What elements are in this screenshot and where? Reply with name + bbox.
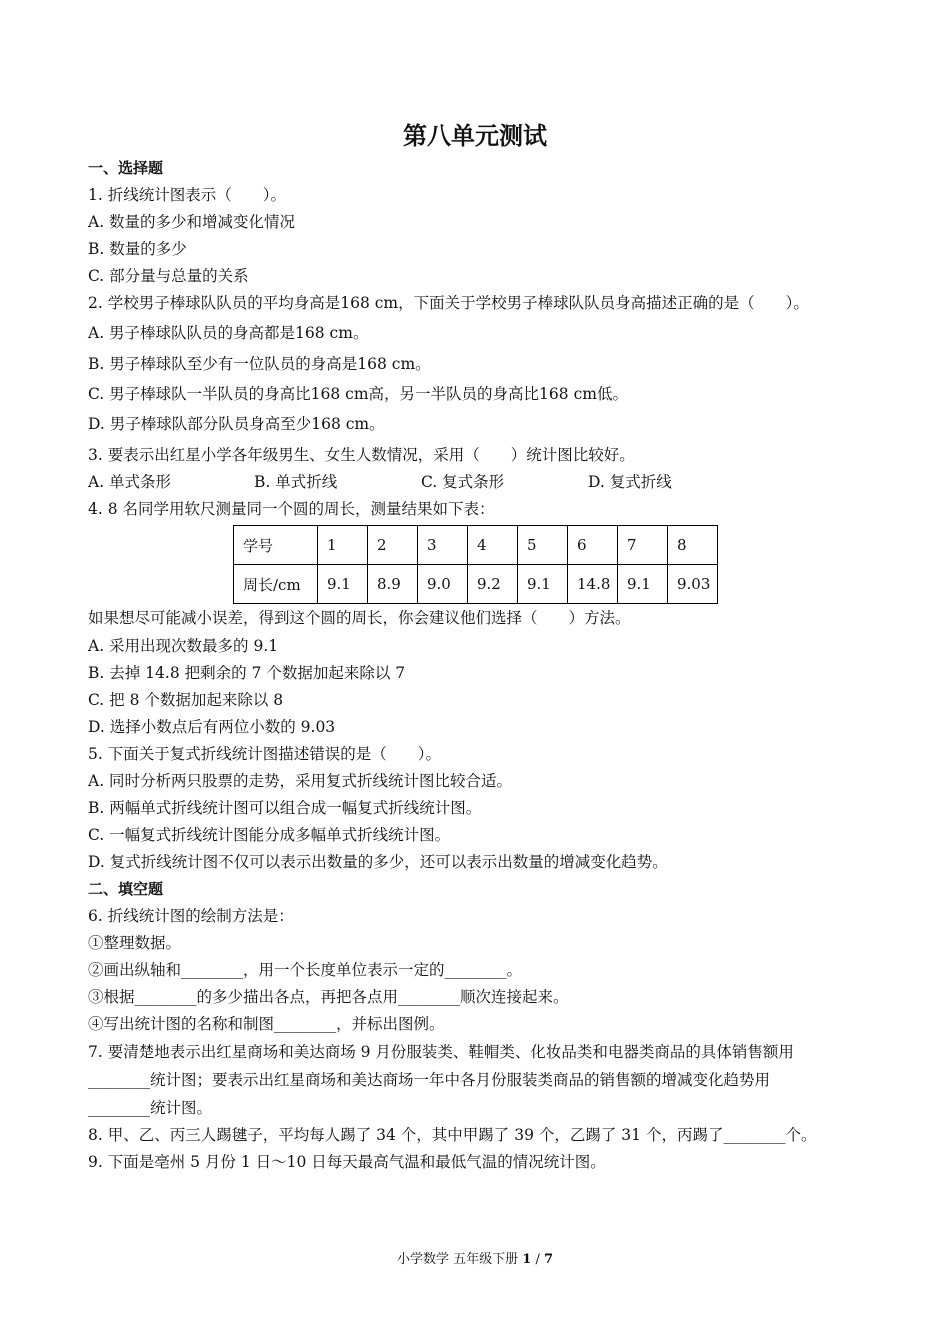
- table-cell: 9.0: [418, 565, 468, 604]
- footer-separator: /: [531, 1252, 544, 1267]
- question-6-step-3: ③根据________的多少描出各点，再把各点用________顺次连接起来。: [88, 988, 569, 1006]
- question-4-follow-up: 如果想尽可能减小误差，得到这个圆的周长，你会建议他们选择（ ）方法。: [88, 609, 631, 627]
- question-5-stem: 5. 下面关于复式折线统计图描述错误的是（ ）。: [88, 745, 441, 763]
- table-row: [234, 526, 718, 565]
- question-3-option-c: C. 复式条形: [421, 473, 505, 491]
- question-4-stem: 4. 8 名同学用软尺测量同一个圆的周长，测量结果如下表：: [88, 500, 495, 518]
- table-cell: 7: [618, 526, 668, 565]
- table-cell: 9.1: [518, 565, 568, 604]
- question-6-stem: 6. 折线统计图的绘制方法是：: [88, 907, 294, 925]
- question-3-option-b: B. 单式折线: [254, 473, 338, 491]
- table-cell: 4: [468, 526, 518, 565]
- question-4-option-a: A. 采用出现次数最多的 9.1: [88, 637, 279, 655]
- table-cell: 2: [368, 526, 418, 565]
- question-1-stem: 1. 折线统计图表示（ ）。: [88, 186, 286, 204]
- question-5-option-b: B. 两幅单式折线统计图可以组合成一幅复式折线统计图。: [88, 799, 482, 817]
- question-6-step-2: ②画出纵轴和________，用一个长度单位表示一定的________。: [88, 961, 523, 979]
- table-cell: 9.03: [668, 565, 718, 604]
- question-9-stem: 9. 下面是亳州 5 月份 1 日～10 日每天最高气温和最低气温的情况统计图。: [88, 1153, 606, 1171]
- question-3-option-d: D. 复式折线: [588, 473, 672, 491]
- question-3-stem: 3. 要表示出红星小学各年级男生、女生人数情况，采用（ ）统计图比较好。: [88, 446, 635, 464]
- table-cell: 8.9: [368, 565, 418, 604]
- question-4-option-c: C. 把 8 个数据加起来除以 8: [88, 691, 284, 709]
- question-8-stem: 8. 甲、乙、丙三人踢毽子，平均每人踢了 34 个，其中甲踢了 39 个，乙踢了 31 个，丙踢了________个。: [88, 1126, 817, 1144]
- question-1-option-c: C. 部分量与总量的关系: [88, 267, 249, 285]
- question-1-option-a: A. 数量的多少和增减变化情况: [88, 213, 296, 231]
- section-heading-fill-in: 二、填空题: [88, 880, 164, 898]
- question-1-option-b: B. 数量的多少: [88, 240, 187, 258]
- question-5-option-d: D. 复式折线统计图不仅可以表示出数量的多少，还可以表示出数量的增减变化趋势。: [88, 853, 668, 871]
- question-5-option-a: A. 同时分析两只股票的走势，采用复式折线统计图比较合适。: [88, 772, 513, 790]
- measurement-table: [233, 525, 718, 604]
- question-2-option-c: C. 男子棒球队一半队员的身高比168 cm高，另一半队员的身高比168 cm低。: [88, 385, 628, 403]
- table-cell: 3: [418, 526, 468, 565]
- question-7-line-1: 7. 要清楚地表示出红星商场和美达商场 9 月份服装类、鞋帽类、化妆品类和电器类商品的具体销售额用: [88, 1043, 794, 1061]
- table-cell: 9.2: [468, 565, 518, 604]
- question-3-option-a: A. 单式条形: [88, 473, 172, 491]
- table-cell: 1: [318, 526, 368, 565]
- question-5-option-c: C. 一幅复式折线统计图能分成多幅单式折线统计图。: [88, 826, 451, 844]
- question-4-option-b: B. 去掉 14.8 把剩余的 7 个数据加起来除以 7: [88, 664, 406, 682]
- table-header-cell: 周长/cm: [234, 565, 318, 604]
- footer-label: 小学数学 五年级下册: [396, 1252, 519, 1267]
- question-6-step-4: ④写出统计图的名称和制图________，并标出图例。: [88, 1015, 445, 1033]
- question-4-option-d: D. 选择小数点后有两位小数的 9.03: [88, 718, 336, 736]
- page-title: 第八单元测试: [403, 122, 547, 150]
- footer-page-number: 1: [522, 1252, 532, 1267]
- page-footer: [0, 1248, 950, 1267]
- question-2-option-b: B. 男子棒球队至少有一位队员的身高是168 cm。: [88, 355, 431, 373]
- question-2-option-d: D. 男子棒球队部分队员身高至少168 cm。: [88, 415, 385, 433]
- section-heading-choice: 一、选择题: [88, 159, 164, 177]
- question-7-line-2: ________统计图；要表示出红星商场和美达商场一年中各月份服装类商品的销售额的增减变化趋势用: [88, 1071, 771, 1089]
- table-header-cell: 学号: [234, 526, 318, 565]
- question-2-option-a: A. 男子棒球队队员的身高都是168 cm。: [88, 324, 369, 342]
- table-cell: 9.1: [618, 565, 668, 604]
- table-cell: 14.8: [568, 565, 618, 604]
- table-cell: 5: [518, 526, 568, 565]
- question-2-stem: 2. 学校男子棒球队队员的平均身高是168 cm，下面关于学校男子棒球队队员身高描述正确的是（ ）。: [88, 294, 809, 312]
- question-7-line-3: ________统计图。: [88, 1099, 213, 1117]
- table-row: [234, 565, 718, 604]
- table-cell: 8: [668, 526, 718, 565]
- question-3-options: [88, 472, 672, 492]
- table-cell: 9.1: [318, 565, 368, 604]
- footer-total-pages: 7: [543, 1252, 554, 1267]
- question-6-step-1: ①整理数据。: [88, 934, 182, 952]
- table-cell: 6: [568, 526, 618, 565]
